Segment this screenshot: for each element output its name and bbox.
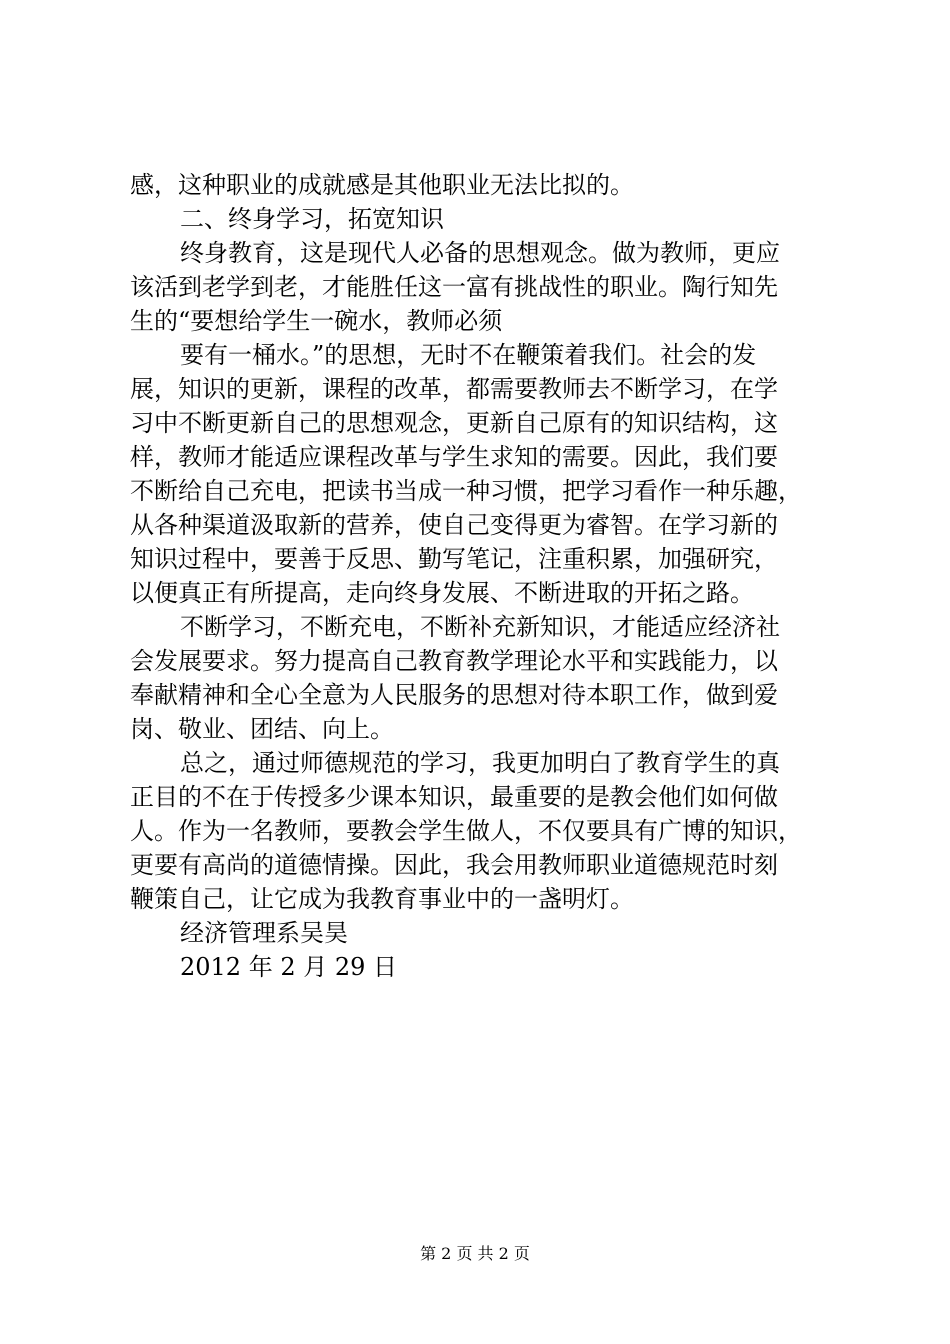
text-line: 不断给自己充电，把读书当成一种习惯，把学习看作一种乐趣， [130,477,802,505]
text-line: 习中不断更新自己的思想观念，更新自己原有的知识结构，这 [130,409,778,437]
text-line: 鞭策自己，让它成为我教育事业中的一盏明灯。 [130,885,634,913]
page-number-footer: 第 2 页 共 2 页 [420,1244,530,1263]
text-line: 展，知识的更新，课程的改革，都需要教师去不断学习，在学 [130,375,778,403]
text-line: 人。作为一名教师，要教会学生做人，不仅要具有广博的知识， [130,817,802,845]
author-signature: 经济管理系吴昊 [180,919,348,947]
text-line: 奉献精神和全心全意为人民服务的思想对待本职工作，做到爱 [130,681,778,709]
document-body [130,168,830,984]
text-line: 样，教师才能适应课程改革与学生求知的需要。因此，我们要 [130,443,778,471]
text-line: 感，这种职业的成就感是其他职业无法比拟的。 [130,171,634,199]
text-line: 生的“要想给学生一碗水，教师必须 [130,307,503,335]
text-line: 正目的不在于传授多少课本知识，最重要的是教会他们如何做 [130,783,778,811]
text-line: 岗、敬业、团结、向上。 [130,715,394,743]
text-line: 更要有高尚的道德情操。因此，我会用教师职业道德规范时刻 [130,851,778,879]
text-line: 以便真正有所提高，走向终身发展、不断进取的开拓之路。 [130,579,754,607]
text-line: 终身教育，这是现代人必备的思想观念。做为教师，更应 [180,239,780,267]
section-heading: 二、终身学习，拓宽知识 [180,205,444,233]
text-line: 总之，通过师德规范的学习，我更加明白了教育学生的真 [180,749,780,777]
document-date: 2012 年 2 月 29 日 [180,953,398,981]
text-line: 从各种渠道汲取新的营养，使自己变得更为睿智。在学习新的 [130,511,778,539]
text-line: 该活到老学到老，才能胜任这一富有挑战性的职业。陶行知先 [130,273,778,301]
text-line: 要有一桶水。”的思想，无时不在鞭策着我们。社会的发 [180,341,757,369]
text-line: 会发展要求。努力提高自己教育教学理论水平和实践能力，以 [130,647,778,675]
text-line: 知识过程中，要善于反思、勤写笔记，注重积累，加强研究， [130,545,778,573]
text-line: 不断学习，不断充电，不断补充新知识，才能适应经济社 [180,613,780,641]
